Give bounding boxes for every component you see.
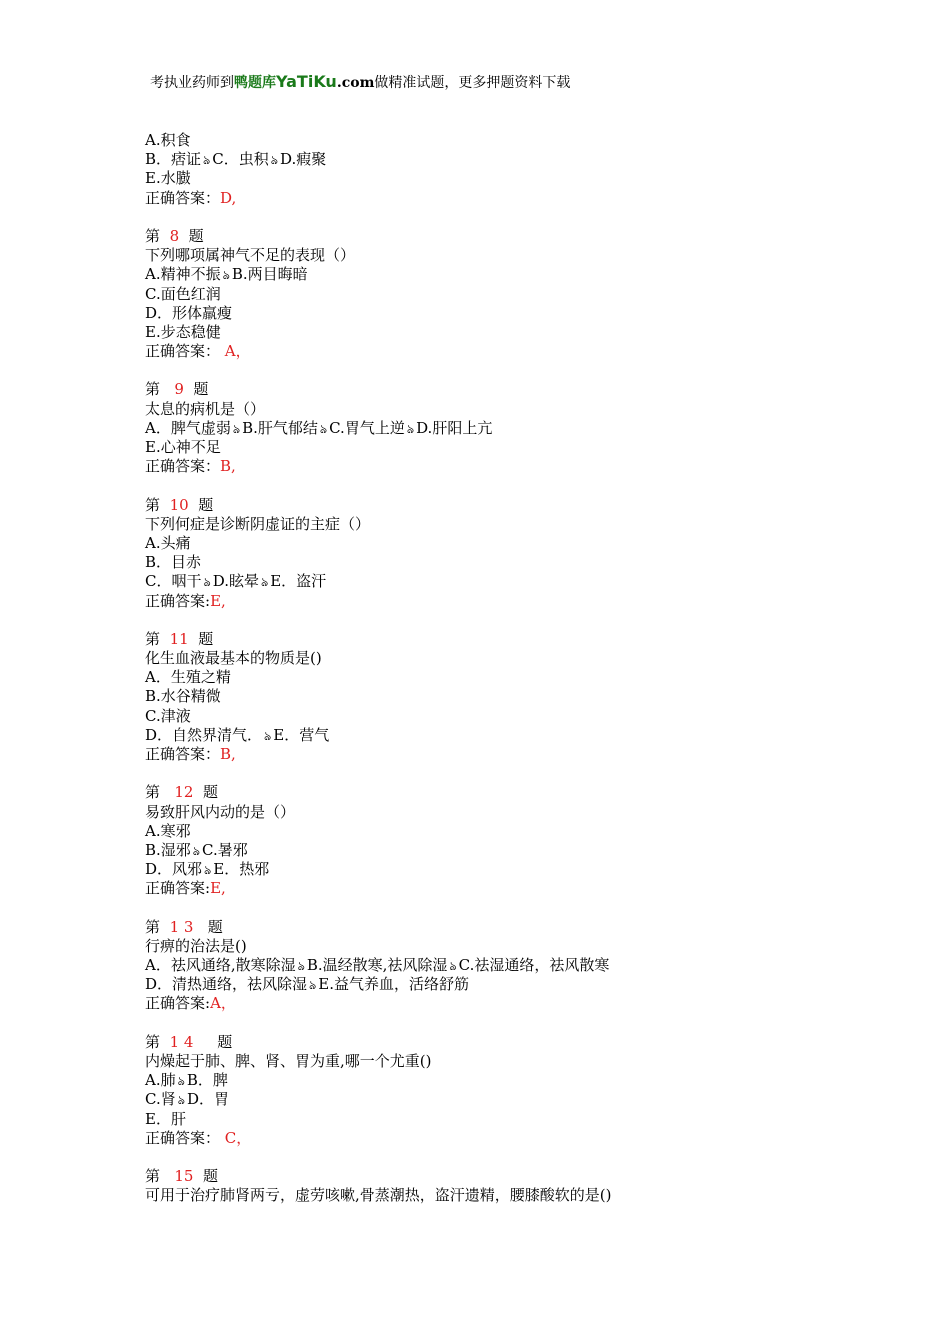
answer-line: 正确答案：B, [145,457,236,476]
question-block-15 [145,1167,845,1205]
separator-icon: ঌ [232,421,241,436]
question-block-10 [145,496,845,611]
answer-value: B, [220,745,236,763]
question-stem: 内燥起于肺、脾、肾、胃为重,哪一个尤重() [145,1052,432,1070]
answer-line: 正确答案： C， [145,1128,252,1147]
question-stem: 行痹的治法是() [145,936,247,955]
separator-icon: ঌ [177,1074,185,1089]
separator-icon: ঌ [204,863,212,878]
option-line: C.面色红润 [145,284,221,303]
option-line: D．风邪 ঌ E．热邪 [145,860,270,879]
separator-icon: ঌ [270,153,278,168]
question-number: 第 11 题 [145,629,214,648]
question-block-9 [145,380,845,476]
answer-value: C， [224,1128,252,1147]
answer-line: 正确答案:A， [145,994,236,1013]
header-suffix: 做精准试题，更多押题资料下载 [374,75,571,91]
question-number: 第 9 题 [145,380,209,399]
header-prefix: 考执业药师到 [150,75,234,91]
option-line: E.心神不足 [145,438,221,456]
question-block-7 [145,131,845,208]
brand-domain: .com [336,75,375,91]
separator-icon: ঌ [297,959,305,974]
question-stem: 太息的病机是（） [145,399,266,418]
option-line: A．生殖之精 [145,668,231,687]
option-line: C．咽干 ঌ D.眩晕 ঌ E．盗汗 [145,572,327,591]
separator-icon: ঌ [319,421,328,436]
option-line: B．目赤 [145,553,202,572]
question-block-13 [145,918,845,1014]
option-line: C.肾 ঌ D．胃 [145,1090,229,1109]
option-line: D．形体羸瘦 [145,303,233,322]
answer-value: E, [210,879,226,898]
separator-icon: ঌ [203,153,211,168]
option-line: A.头痛 [145,533,191,552]
answer-line: 正确答案： A， [145,342,251,361]
answer-value: B, [220,457,236,476]
page-header [150,72,570,92]
option-line: B.湿邪 ঌ C.暑邪 [145,840,248,859]
question-block-8 [145,227,845,361]
question-stem: 可用于治疗肺肾两亏，虚劳咳嗽,骨蒸潮热，盗汗遗精，腰膝酸软的是() [145,1186,612,1205]
answer-line: 正确答案:E, [145,879,226,898]
separator-icon: ঌ [222,268,230,283]
question-block-14 [145,1033,845,1148]
option-line: A．脾气虚弱 ঌ B.肝气郁结 ঌ C.胃气上逆 ঌ D.肝阳上亢 [145,418,493,437]
option-line: B.水谷精微 [145,687,221,706]
option-line: A．祛风通络,散寒除湿 ঌ B.温经散寒,祛风除湿 ঌ C.祛湿通络，祛风散寒 [145,956,610,975]
brand-name-cn: 鸭题库 [234,75,276,91]
option-line: E.水臌 [145,169,191,188]
separator-icon: ঌ [449,959,457,974]
separator-icon: ঌ [309,978,317,993]
option-line: E．肝 [145,1109,186,1128]
answer-value: A， [210,994,236,1013]
question-block-11 [145,630,845,764]
question-number: 第 15 题 [145,1167,218,1186]
option-line: A.积食 [145,131,191,149]
answer-value: D, [220,188,237,207]
question-number: 第 1 4 题 [145,1032,233,1051]
separator-icon: ঌ [192,843,201,858]
option-line: A.精神不振 ঌ B.两目晦暗 [145,265,308,284]
question-stem: 易致肝风内动的是（） [145,802,296,821]
question-stem: 下列哪项属神气不足的表现（） [145,246,356,265]
answer-line: 正确答案：B, [145,745,236,763]
option-line: A.肺 ঌ B．脾 [145,1071,228,1090]
option-line: D．自然界清气． ঌ E．营气 [145,725,330,744]
answer-line: 正确答案:E, [145,591,226,610]
separator-icon: ঌ [406,421,415,436]
question-number: 第 1 3 题 [145,917,223,936]
answer-value: A， [224,342,251,361]
question-number: 第 10 题 [145,495,214,514]
brand-name-en: YaTiKu [276,72,337,91]
question-number: 第 8 题 [145,226,204,245]
question-stem: 下列何症是诊断阴虚证的主症（） [145,514,371,533]
answer-value: E, [210,591,226,610]
answer-line: 正确答案：D, [145,188,237,207]
separator-icon: ঌ [177,1093,185,1108]
question-list [145,131,845,1225]
option-line: E.步态稳健 [145,322,221,341]
question-number: 第 12 题 [145,783,218,802]
option-line: D．清热通络，祛风除湿 ঌ E.益气养血，活络舒筋 [145,975,469,994]
question-stem: 化生血液最基本的物质是() [145,649,322,668]
question-block-12 [145,783,845,898]
option-line: B．痞证 ঌ C．虫积 ঌ D.瘕聚 [145,150,327,169]
separator-icon: ঌ [260,575,269,590]
separator-icon: ঌ [264,728,272,743]
separator-icon: ঌ [203,575,211,590]
option-line: A.寒邪 [145,821,191,840]
option-line: C.津液 [145,706,191,725]
